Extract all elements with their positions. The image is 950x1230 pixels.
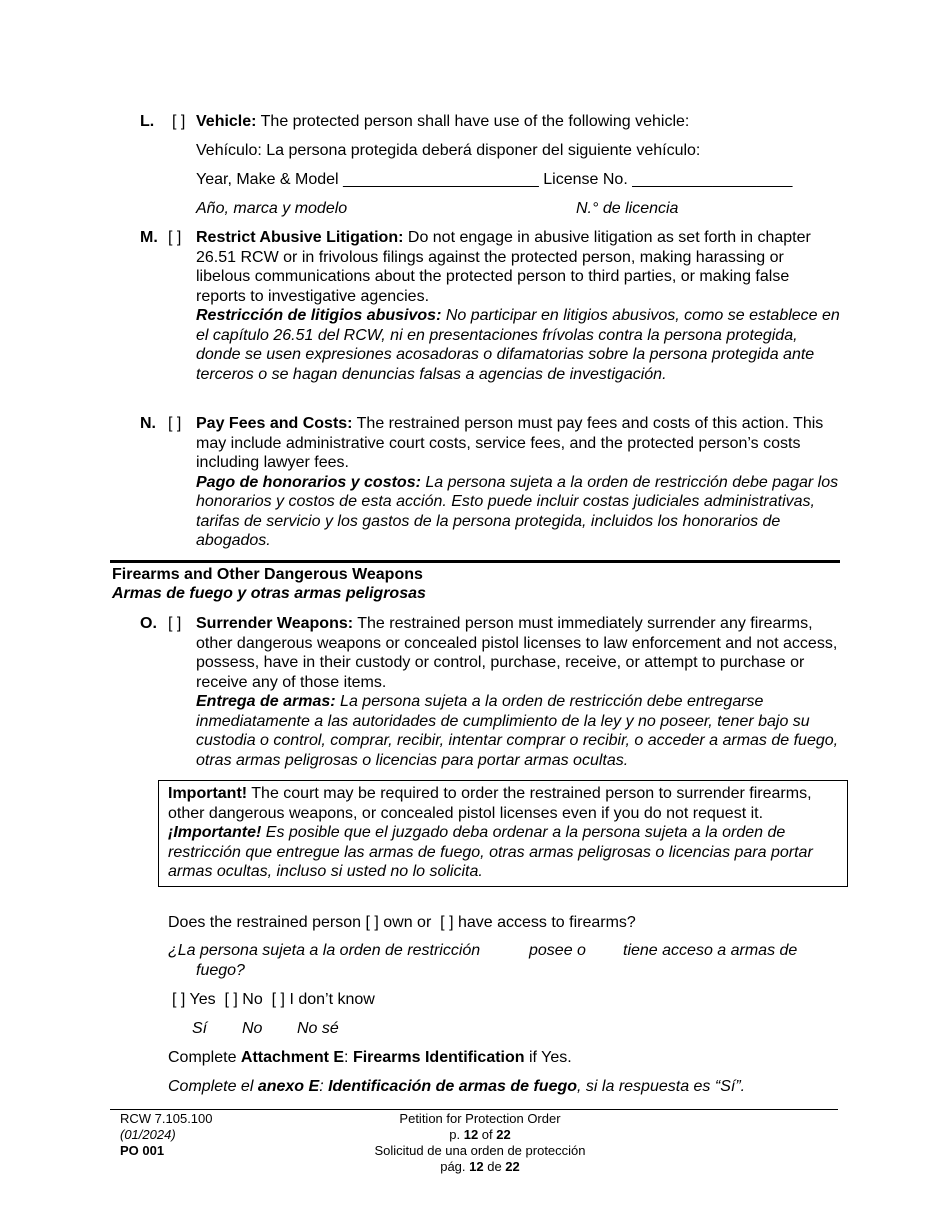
- attachment-instruction-es: Complete el anexo E: Identificación de armas de fuego, si la respuesta es “Sí”.: [168, 1078, 746, 1095]
- section-n-title-es: Pago de honorarios y costos:: [196, 473, 421, 491]
- section-o-title-es: Entrega de armas:: [196, 693, 336, 710]
- access-firearms-checkbox[interactable]: [ ]: [440, 914, 454, 931]
- license-no-field[interactable]: __________________: [632, 171, 793, 188]
- answer-no-label: No: [242, 991, 263, 1008]
- footer-title-es: Solicitud de una orden de protección: [374, 1143, 586, 1158]
- section-o-label: O.: [140, 615, 157, 632]
- license-no-label: License No.: [543, 171, 628, 188]
- anexo-e-label: anexo E: [257, 1078, 320, 1095]
- footer-left: [120, 1111, 213, 1159]
- footer-date: (01/2024): [120, 1127, 176, 1142]
- answer-yes-label: Yes: [189, 991, 216, 1008]
- section-o-text: Surrender Weapons: The restrained person must immediately surrender any firearms, other dangerous weapons or concealed pistol licenses to law enforcement and not access, possess, have in their custody or control, purchase, receive, or attempt to purchase or receive any of those items. Entrega de armas: La persona sujeta a la orden de restricción debe entregarse inmediatamente a las autoridades de cumplimiento de la ley y no poseer, tener bajo su custodia o control, comprar, recibir, intentar comprar o recibir, o acceder a armas de fuego, otras armas peligrosas o licencias para portar armas ocultas.: [196, 615, 839, 769]
- section-l-title: Vehicle:: [196, 113, 257, 130]
- section-divider: [110, 560, 840, 563]
- attachment-e-link: Attachment E: [240, 1049, 345, 1066]
- attachment-instruction: Complete Attachment E: Firearms Identification if Yes.: [168, 1049, 572, 1066]
- answer-yes-es: Sí: [192, 1020, 208, 1037]
- license-no-label-es: N.° de licencia: [576, 200, 679, 217]
- footer-center: [330, 1111, 630, 1175]
- year-make-model-label: Year, Make & Model: [196, 171, 339, 188]
- firearms-heading-es: Armas de fuego y otras armas peligrosas: [112, 585, 426, 602]
- identificacion-armas-label: Identificación de armas de fuego: [328, 1078, 578, 1095]
- footer-title: Petition for Protection Order: [399, 1111, 561, 1126]
- section-m-title-es: Restricción de litigios abusivos:: [196, 307, 442, 324]
- section-n-title: Pay Fees and Costs:: [196, 415, 353, 432]
- year-make-model-field[interactable]: ______________________: [343, 171, 539, 188]
- section-l-text: Vehicle: The protected person shall have use of the following vehicle:: [196, 113, 690, 130]
- footer-form-number: PO 001: [120, 1143, 165, 1158]
- important-notice: Important! The court may be required to order the restrained person to surrender firearms, other dangerous weapons, or concealed pistol licenses even if you do not request it. ¡Importante! Es posible que el juzgado deba ordenar a la persona sujeta a la orden de restricción que entregue las armas de fuego, otras armas peligrosas o licencias para portar armas ocultas, incluso si usted no lo solicita.: [158, 780, 848, 887]
- footer-rcw: RCW 7.105.100: [120, 1111, 213, 1126]
- answer-yes-checkbox[interactable]: [ ]: [172, 991, 186, 1008]
- footer-page: p. 12 of 22: [449, 1127, 511, 1142]
- section-m-label: M.: [140, 229, 158, 246]
- owns-firearms-checkbox[interactable]: [ ]: [365, 914, 379, 931]
- answer-no-es: No: [242, 1020, 263, 1037]
- section-m-checkbox[interactable]: [ ]: [168, 229, 182, 246]
- year-make-model-label-es: Año, marca y modelo: [196, 200, 348, 217]
- footer-page-es: pág. 12 de 22: [440, 1159, 520, 1174]
- answer-unknown-label: I don’t know: [289, 991, 375, 1008]
- firearms-question-es-part1: ¿La persona sujeta a la orden de restricción: [168, 942, 481, 959]
- important-title: Important!: [168, 785, 248, 802]
- answer-unknown-checkbox[interactable]: [ ]: [271, 991, 285, 1008]
- firearms-identification-label: Firearms Identification: [352, 1049, 525, 1066]
- section-l-label: L.: [140, 113, 155, 130]
- answer-no-checkbox[interactable]: [ ]: [224, 991, 238, 1008]
- section-m-title: Restrict Abusive Litigation:: [196, 229, 404, 246]
- vehicle-fields: [196, 170, 841, 190]
- firearms-heading: Firearms and Other Dangerous Weapons: [112, 566, 423, 583]
- section-l-checkbox[interactable]: [ ]: [172, 113, 186, 130]
- section-m-text: Restrict Abusive Litigation: Do not engage in abusive litigation as set forth in chapter 26.51 RCW or in frivolous filings against the protected person, making harassing or libelous communications about the protected person to third parties, or making false reports to investigative agencies. Restricción de litigios abusivos: No participar en litigios abusivos, como se establece en el capítulo 26.51 del RCW, ni en presentaciones frívolas contra la persona protegida, donde se usen expresiones acosadoras o difamatorias sobre la persona protegida ante terceros o se hagan denuncias falsas a agencias de investigación.: [196, 229, 840, 383]
- section-o-checkbox[interactable]: [ ]: [168, 615, 182, 632]
- answer-options: [172, 990, 375, 1010]
- answer-unknown-es: No sé: [297, 1020, 339, 1037]
- firearms-question-es-part2: posee o: [529, 942, 586, 959]
- firearms-question-es-part4: fuego?: [196, 962, 245, 979]
- section-n-label: N.: [140, 415, 156, 432]
- firearms-question: Does the restrained person [ ] own or [ ] have access to firearms?: [168, 914, 636, 931]
- section-n-text: Pay Fees and Costs: The restrained person must pay fees and costs of this action. This may include administrative court costs, service fees, and the protected person’s costs including lawyer fees. Pago de honorarios y costos: La persona sujeta a la orden de restricción debe pagar los honorarios y costos de esta acción. Esto puede incluir costas judiciales administrativas, tarifas de servicio y los gastos de la persona protegida, incluidos los honorarios de abogados.: [196, 415, 839, 549]
- footer-divider: [110, 1109, 838, 1110]
- section-o-title: Surrender Weapons:: [196, 615, 354, 632]
- firearms-question-es-part3: tiene acceso a armas de: [623, 942, 798, 959]
- section-n-checkbox[interactable]: [ ]: [168, 415, 182, 432]
- section-l-text-es: Vehículo: La persona protegida deberá disponer del siguiente vehículo:: [196, 142, 701, 159]
- important-title-es: ¡Importante!: [168, 824, 262, 841]
